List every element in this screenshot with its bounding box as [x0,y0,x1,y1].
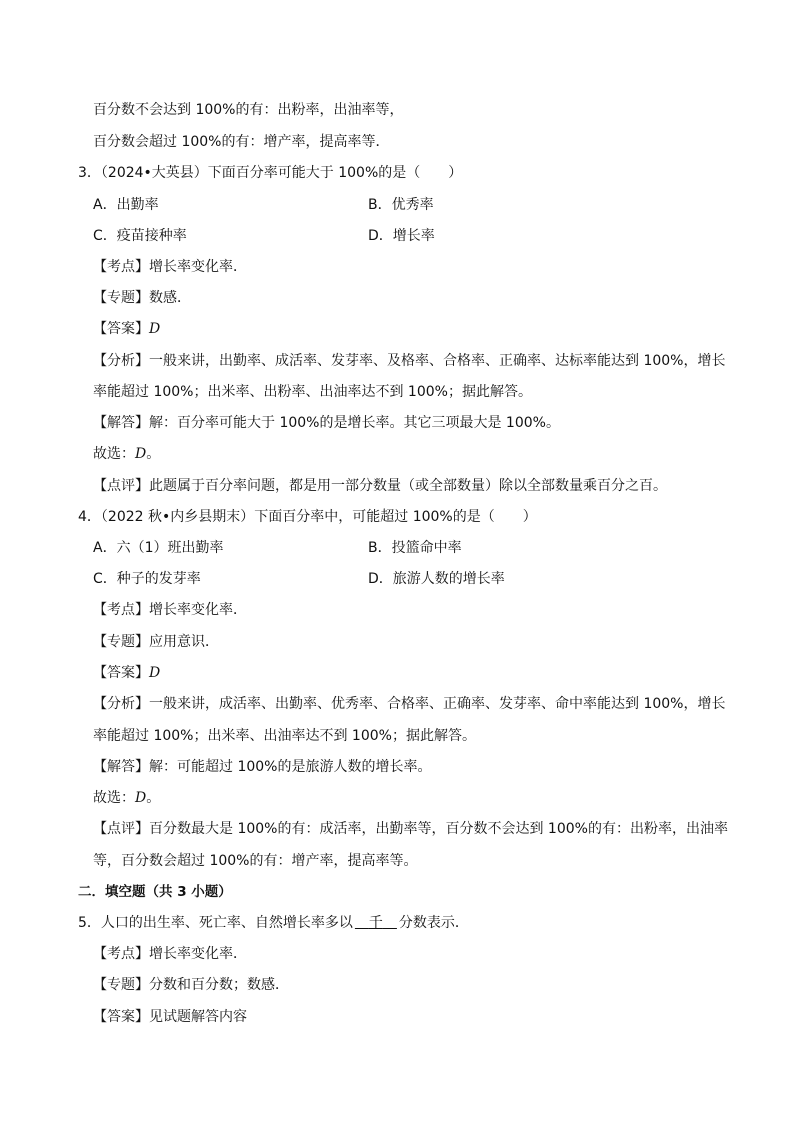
dianping-text: 此题属于百分率问题，都是用一部分数量（或全部数量）除以全部数量乘百分之百。 [149,478,667,494]
guxuan-suffix: 。 [146,790,161,806]
guxuan-prefix: 故选： [93,790,135,806]
label-zhuanti: 【专题】 [93,977,149,993]
label-daan: 【答案】 [93,665,149,681]
q3-guxuan [93,445,160,463]
jieda-text: 解：可能超过 100%的是旅游人数的增长率。 [149,759,432,775]
label-jieda: 【解答】 [93,759,149,775]
intro-line-2: 百分数会超过 100%的有：增产率，提高率等． [93,134,390,150]
fenxi-text: 一般来讲，成活率、出勤率、优秀率、合格率、正确率、发芽率、命中率能达到 100%，增长 [149,696,726,712]
jieda-text: 解：百分率可能大于 100%的是增长率。其它三项最大是 100%。 [149,415,560,431]
q5-zhuanti [93,976,289,994]
q4-kaodian [93,601,247,619]
q4-dianping-2: 等，百分数会超过 100%的有：增产率，提高率等。 [93,853,418,869]
q4-dianping-1 [93,820,728,838]
label-dianping: 【点评】 [93,478,149,494]
label-zhuanti: 【专题】 [93,290,149,306]
q3-fenxi-2: 率能超过 100%；出米率、出粉率、出油率达不到 100%；据此解答。 [93,384,532,400]
label-fenxi: 【分析】 [93,696,149,712]
daan-text: 见试题解答内容 [149,1009,247,1025]
daan-text: D [149,321,161,337]
zhuanti-text: 应用意识． [149,634,219,650]
q4-stem: 4．（2022 秋•内乡县期末）下面百分率中，可能超过 100%的是（ ） [78,509,537,525]
kaodian-text: 增长率变化率． [149,259,247,275]
q3-option-c: C．疫苗接种率 [93,228,187,244]
daan-text: D [149,665,161,681]
q3-option-d: D．增长率 [368,228,435,244]
guxuan-value: D [135,446,147,462]
q3-stem: 3．（2024•大英县）下面百分率可能大于 100%的是（ ） [78,165,463,181]
guxuan-value: D [135,790,147,806]
q4-zhuanti [93,633,219,651]
q4-option-b: B．投篮命中率 [368,540,462,556]
kaodian-text: 增长率变化率． [149,946,247,962]
q3-option-b: B．优秀率 [368,197,434,213]
q3-kaodian [93,258,247,276]
q5-blank-answer: 千 [368,915,383,931]
intro-line-1: 百分数不会达到 100%的有：出粉率，出油率等， [93,102,404,118]
label-daan: 【答案】 [93,1009,149,1025]
q4-option-c: C．种子的发芽率 [93,571,201,587]
guxuan-suffix: 。 [146,446,161,462]
q5-stem-prefix: 5．人口的出生率、死亡率、自然增长率多以 [78,915,353,931]
q5-kaodian [93,945,247,963]
q5-answer-blank [353,914,399,932]
section-title: 二．填空题（共 3 小题） [78,884,232,900]
label-kaodian: 【考点】 [93,946,149,962]
zhuanti-text: 数感． [149,290,191,306]
label-jieda: 【解答】 [93,415,149,431]
label-kaodian: 【考点】 [93,602,149,618]
zhuanti-text: 分数和百分数；数感． [149,977,289,993]
q3-fenxi-1 [93,352,725,370]
label-kaodian: 【考点】 [93,259,149,275]
q5-stem-suffix: 分数表示． [398,915,469,931]
label-zhuanti: 【专题】 [93,634,149,650]
q4-fenxi-2: 率能超过 100%；出米率、出油率达不到 100%；据此解答。 [93,728,476,744]
q3-zhuanti [93,289,191,307]
label-daan: 【答案】 [93,321,149,337]
label-dianping: 【点评】 [93,821,149,837]
q4-option-d: D．旅游人数的增长率 [368,571,505,587]
q5-stem [78,914,469,932]
q5-daan [93,1008,247,1026]
q3-daan [93,320,160,338]
label-fenxi: 【分析】 [93,353,149,369]
fenxi-text: 一般来讲，出勤率、成活率、发芽率、及格率、合格率、正确率、达标率能达到 100%，增长 [149,353,726,369]
guxuan-prefix: 故选： [93,446,135,462]
q3-option-a: A．出勤率 [93,197,159,213]
q4-daan [93,664,160,682]
dianping-text: 百分数最大是 100%的有：成活率，出勤率等，百分数不会达到 100%的有：出粉率，出油率 [149,821,728,837]
q3-dianping [93,477,667,495]
q4-option-a: A．六（1）班出勤率 [93,540,224,556]
q4-jieda [93,758,431,776]
q4-fenxi-1 [93,695,725,713]
kaodian-text: 增长率变化率． [149,602,247,618]
q4-guxuan [93,789,160,807]
q3-jieda [93,414,560,432]
